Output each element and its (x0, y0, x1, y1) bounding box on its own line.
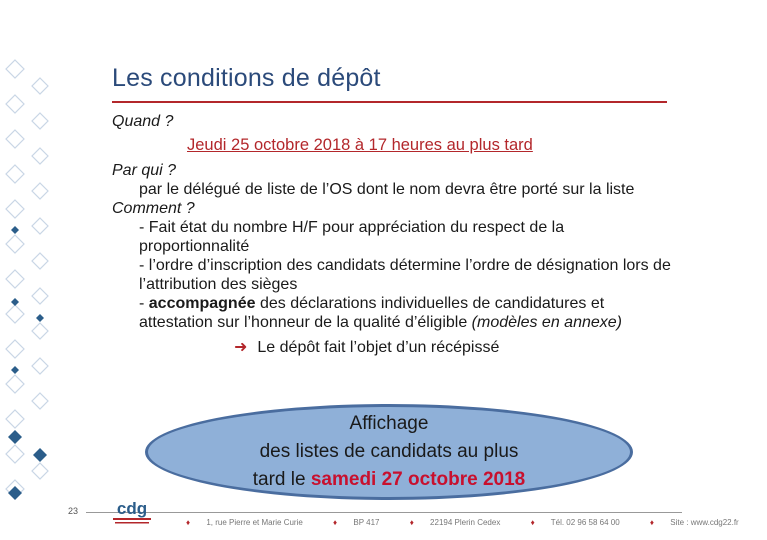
footer-bullet-icon: ♦ (333, 518, 338, 527)
comment-item-3-text: des déclarations individuelles de candidatures et attestation sur l’honneur de la qualité d’éligible (139, 295, 605, 331)
comment-item-3-prefix: - (139, 295, 149, 312)
footer-bullet-icon: ♦ (186, 518, 191, 527)
footer-address: 1, rue Pierre et Marie Curie (206, 518, 303, 527)
title-underline (112, 101, 667, 103)
comment-item-1: - Fait état du nombre H/F pour appréciation du respect de la proportionnalité (139, 219, 565, 255)
footer-divider (86, 512, 682, 513)
footer-bullet-icon: ♦ (649, 518, 655, 527)
comment-item-3-italic: (modèles en annexe) (471, 314, 622, 331)
comment-item-2: - l’ordre d’inscription des candidats détermine l’ordre de désignation lors de l’attribution des sièges (139, 257, 671, 293)
callout-line-3-prefix: tard le (252, 469, 311, 490)
footer-bullet-icon: ♦ (530, 518, 535, 527)
cdg-logo-text: cdg (116, 499, 148, 518)
footer-tel: Tél. 02 96 58 64 00 (550, 518, 620, 527)
arrow-right-icon: ➜ (234, 339, 248, 356)
recepisse-line (112, 338, 672, 357)
footer-contact (186, 518, 767, 527)
deadline-date: Jeudi 25 octobre 2018 à 17 heures au plus tard (187, 136, 533, 154)
callout-ellipse (145, 404, 633, 500)
cdg-logo (107, 494, 157, 528)
callout-line-3 (253, 466, 525, 494)
slide-title: Les conditions de dépôt (112, 64, 381, 92)
footer-bullet-icon: ♦ (409, 518, 414, 527)
callout-date: samedi 27 octobre 2018 (310, 469, 526, 490)
par-qui-text: par le délégué de liste de l’OS dont le nom devra être porté sur la liste (139, 181, 635, 198)
footer-bp: BP 417 (353, 518, 380, 527)
quand-label: Quand ? (112, 113, 174, 130)
comment-label: Comment ? (112, 200, 195, 217)
footer-website: Site : www.cdg22.fr (670, 518, 739, 527)
callout-line-2: des listes de candidats au plus (259, 441, 519, 462)
footer-city: 22194 Plerin Cedex (430, 518, 501, 527)
comment-item-3 (112, 294, 672, 332)
callout-line-1: Affichage (349, 413, 429, 434)
comment-item-3-bold: accompagnée (148, 295, 256, 312)
recepisse-text: Le dépôt fait l’objet d’un récépissé (257, 339, 500, 356)
slide-body (112, 112, 672, 357)
decorative-diamond-pattern (0, 0, 60, 540)
par-qui-label: Par qui ? (112, 162, 177, 179)
page-number: 23 (68, 506, 79, 516)
